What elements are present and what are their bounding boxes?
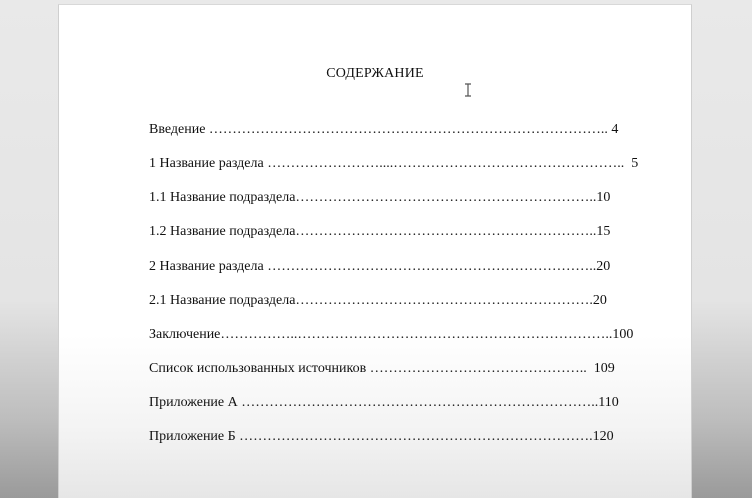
page-title: СОДЕРЖАНИЕ [326, 66, 424, 81]
toc-entry-section-1[interactable]: 1 Название раздела ……………………....………………………………………….. 5 [149, 156, 639, 171]
toc-entry-subsection-2-1[interactable]: 2.1 Название подраздела……………………………………………………….20 [149, 293, 607, 308]
toc-entry-subsection-1-1[interactable]: 1.1 Название подраздела………………………………………………………..10 [149, 190, 611, 205]
toc-entry-section-2[interactable]: 2 Название раздела ……………………………………………………………..20 [149, 259, 611, 274]
toc-entry-conclusion[interactable]: Заключение……………..…………………………………………………………..100 [149, 327, 634, 342]
toc-entry-subsection-1-2[interactable]: 1.2 Название подраздела………………………………………………………..15 [149, 224, 611, 239]
toc-entry-introduction[interactable]: Введение ………………………………………………………………………….. 4 [149, 122, 619, 137]
toc-entry-appendix-b[interactable]: Приложение Б ………………………………………………………………….120 [149, 429, 614, 444]
document-page[interactable] [58, 4, 692, 498]
toc-entry-references[interactable]: Список использованных источников ……………………………………….. 109 [149, 361, 615, 376]
toc-entry-appendix-a[interactable]: Приложение А …………………………………………………………………..110 [149, 395, 619, 410]
text-cursor-icon [464, 83, 472, 97]
